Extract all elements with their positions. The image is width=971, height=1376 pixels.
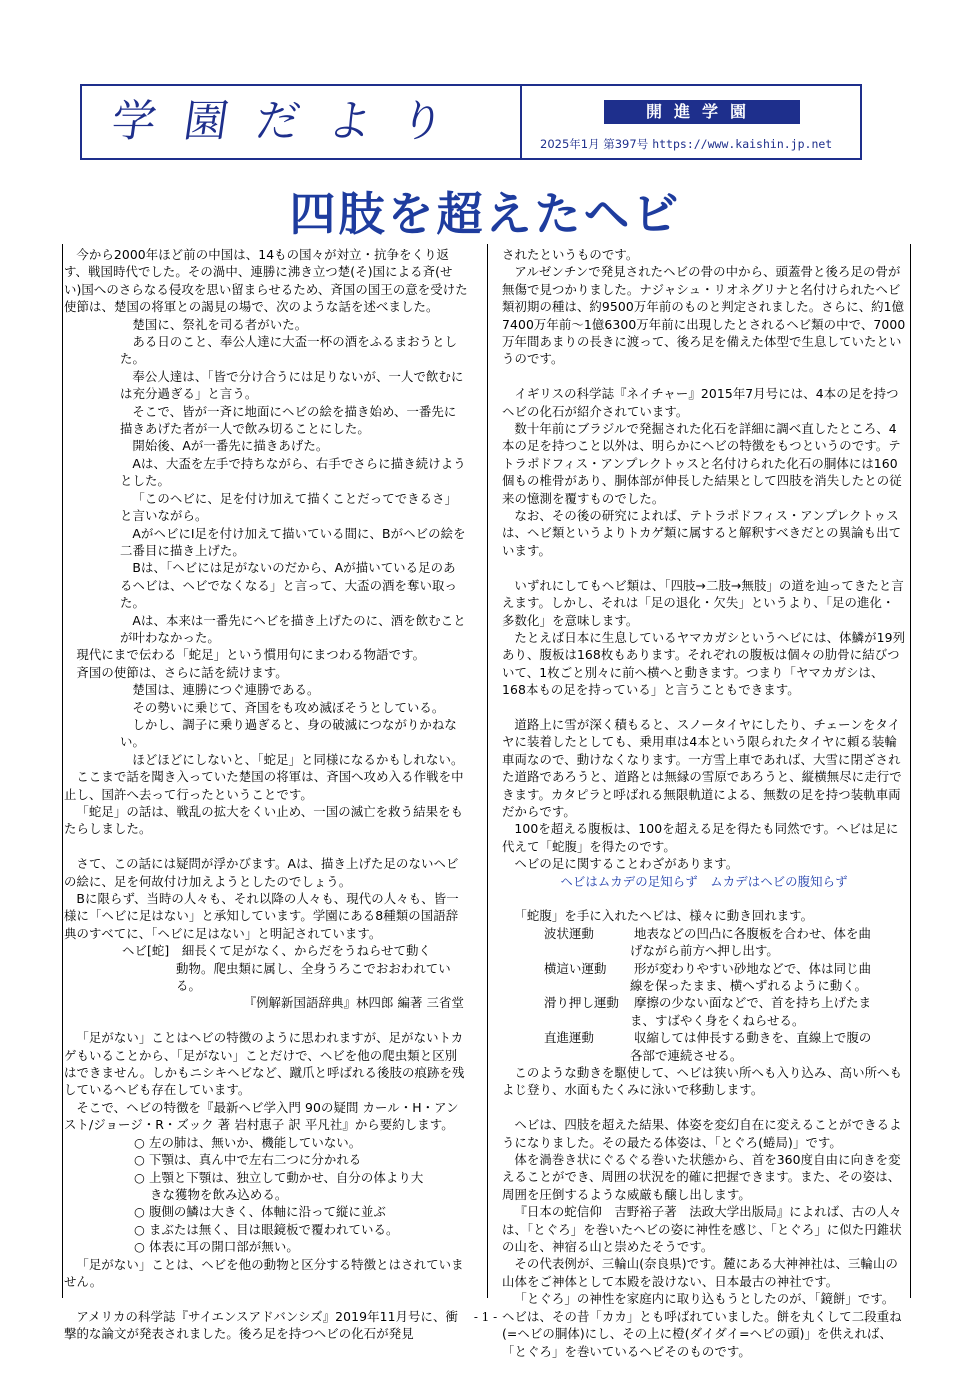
movement-desc: 形が変わりやすい砂地などで、体は同じ曲	[634, 960, 872, 976]
issue-line	[540, 136, 832, 152]
paragraph: 斉国の使節は、さらに話を続けます。	[76, 664, 288, 680]
page-number: - 1 -	[473, 1310, 498, 1324]
story-line: Aは、本来は一番先にヘビを描き上げたのに、酒を飲むことが叶わなかった。	[120, 612, 466, 645]
column-rule	[910, 244, 911, 1298]
paragraph: 「足がない」ことは、ヘビを他の動物と区分する特徴とはされていません。	[64, 1256, 464, 1289]
movement-item	[502, 1029, 906, 1046]
story-line: そこで、皆が一斉に地面にヘビの絵を描き始め、一番先に描きあげた者が一人で飲み切ることにした。	[120, 403, 457, 437]
paragraph: そこで、ヘビの特徴を『最新ヘビ学入門 90の疑問 カール・H・アンスト/ジョージ・R・ズック 著 岩村恵子 訳 平凡社』から要約します。	[64, 1099, 459, 1133]
movement-desc: 収縮しては伸長する動きを、直線上で腹の	[634, 1030, 872, 1046]
newsletter-title: 学園だより	[108, 96, 476, 147]
paragraph: イギリスの科学誌『ネイチャー』2015年7月号には、4本の足を持つヘビの化石が紹介されています。	[502, 386, 899, 419]
paragraph: このような動きを駆使して、ヘビは狭い所へも入り込み、高い所へもよじ登り、水面もたくみに泳いで移動します。	[502, 1065, 903, 1098]
movement-desc: 摩擦の少ない面などで、首を持ち上げたま	[634, 995, 872, 1011]
paragraph: ヘビは、四肢を超えた結果、体姿を変幻自在に変えることができるようになりました。その最たる体姿は、「とぐろ(蜷局)」です。	[502, 1117, 902, 1150]
story-line: 「このヘビに、足を付け加えて描くことだってできるさ」と言いながら。	[120, 490, 458, 524]
masthead	[80, 84, 862, 160]
column-rule	[62, 244, 63, 1298]
movement-desc-cont: げながら前方へ押し出す。	[630, 943, 779, 959]
dictionary-entry: ヘビ[蛇] 細長くて足がなく、からだをうねらせて動く	[122, 943, 432, 959]
story-line: 楚国に、祭礼を司る者がいた。	[132, 316, 308, 332]
paragraph: さて、この話には疑問が浮かびます。Aは、描き上げた足のないヘビの絵に、足を何故付け加えようとしたのでしょう。	[64, 856, 459, 889]
movement-desc-cont: 線を保ったまま、横へずれるように動く。	[630, 978, 868, 993]
feature-item: ○ まぶたは無く、目は眼鏡板で覆われている。	[134, 1221, 399, 1237]
paragraph: なお、その後の研究によれば、テトラポドフィス・アンプレクトゥスは、ヘビ類というよりトカゲ類に属すると解釈すべきだとの異論も出ています。	[502, 508, 902, 558]
article-column-left	[64, 246, 468, 1343]
movement-desc: 地表などの凹凸に各腹板を合わせ、体を曲	[634, 925, 871, 941]
paragraph: ヘビの足に関することわざがあります。	[514, 856, 739, 872]
story-line: Aは、大盃を左手で持ちながら、右手でさらに描き続けようとした。	[120, 455, 466, 489]
story-line: 楚国は、連勝につぐ連勝である。	[132, 682, 320, 698]
school-name: 開進学園	[604, 100, 800, 124]
paragraph: 「蛇腹」を手に入れたヘビは、様々に動き回れます。	[514, 908, 814, 924]
feature-item-cont: きな獲物を飲み込める。	[150, 1186, 288, 1202]
dictionary-entry-cont: 動物。爬虫類に属し、全身うろこでおおわれている。	[176, 960, 451, 994]
movement-name: 直進運動	[544, 1030, 594, 1046]
feature-item: ○ 上顎と下顎は、独立して動かせ、自分の体より大	[134, 1169, 424, 1185]
paragraph: たとえば日本に生息しているヤマカガシというヘビには、体鱗が19列あり、腹板は168枚もあります。それぞれの腹板は個々の肋骨に結びついて、1枚ごと別々に前へ横へと動きます。つまり「ヤマカガシは、168本もの足を持っている」と言うこともできます。	[502, 629, 906, 698]
paragraph: 『日本の蛇信仰 吉野裕子著 法政大学出版局』によれば、古の人々は、「とぐろ」を巻いたヘビの姿に神性を感じ、「とぐろ」に似た円錐状の山を、神宿る山と崇めたそうです。	[502, 1204, 902, 1255]
paragraph: 現代にまで伝わる「蛇足」という慣用句にまつわる物語です。	[76, 647, 426, 663]
citation: 『例解新国語辞典』林四郎 編著 三省堂	[243, 995, 464, 1011]
feature-item: ○ 腹側の鱗は大きく、体軸に沿って縦に並ぶ	[134, 1204, 387, 1220]
story-line: AがヘビにI足を付け加えて描いている間に、Bがヘビの絵を二番目に描き上げた。	[120, 525, 466, 558]
masthead-divider	[520, 86, 522, 158]
story-line: Bは、「ヘビには足がないのだから、Aが描いている足のあるヘビは、ヘビでなくなる」と言って、大盃の酒を奪い取った。	[120, 560, 457, 611]
movement-name: 波状運動	[544, 925, 594, 941]
paragraph: されたというものです。	[502, 247, 639, 262]
paragraph: その代表例が、三輪山(奈良県)です。麓にある大神神社は、三輪山の山体をご神体として本殿を設けない、日本最古の神社です。	[502, 1256, 898, 1289]
paragraph: Bに限らず、当時の人々も、それ以降の人々も、現代の人々も、皆一様に「ヘビに足はない」と承知しています。学園にある8種類の国語辞典のすべてに、「ヘビに足はない」と明記されています。	[64, 891, 459, 941]
paragraph: 道路上に雪が深く積もると、スノータイヤにしたり、チェーンをタイヤに装着したとしても、乗用車は4本という限られたタイヤに頼る装輪車両なので、動けなくなります。一方雪上車であれば、大雪に閉ざされた道路であろうと、道路とは無縁の雪原であろうと、縦横無尽に走行できます。カタピラと呼ばれる無限軌道による、無数の足を持つ装軌車両だからです。	[502, 716, 902, 819]
movement-item	[502, 994, 906, 1011]
feature-item: ○ 体表に耳の開口部が無い。	[134, 1239, 299, 1255]
story-line: ある日のこと、奉公人達に大盃一杯の酒をふるまおうとした。	[120, 334, 458, 367]
article-headline: 四肢を超えたヘビ	[289, 187, 682, 241]
paragraph: ここまで話を聞き入っていた楚国の将軍は、斉国へ攻め入る作戦を中止し、国許へ去って行ったということです。	[64, 769, 464, 802]
paragraph: 今から2000年ほど前の中国は、14もの国々が対立・抗争をくり返す、戦国時代でした。その渦中、連勝に沸き立つ楚(そ)国による斉(せい)国へのさらなる侵攻を思い留まらせるため、斉国の国王の意を受けた使節は、楚国の将軍との謁見の場で、次のような話を述べました。	[64, 247, 468, 315]
paragraph: 体を渦巻き状にぐるぐる巻いた状態から、首を360度自由に向きを変えることができ、周囲の状況を的確に把握できます。また、その姿は、周囲を圧倒するような威厳も醸し出します。	[502, 1152, 901, 1202]
paragraph: 100を超える腹板は、100を超える足を得たも同然です。ヘビは足に代えて「蛇腹」を得たのです。	[502, 821, 899, 854]
paragraph: 「とぐろ」の神性を家庭内に取り込もうとしたのが、「鏡餅」です。ヘビは、その昔「カカ」とも呼ばれていました。餅を丸くして二段重ね(=ヘビの胴体)にし、その上に橙(ダイダイ=ヘビの頭)」を供えれば、「とぐろ」を巻いているヘビそのものです。	[502, 1291, 902, 1359]
paragraph: 数十年前にブラジルで発掘された化石を詳細に調べ直したところ、4本の足を持つこと以外は、明らかにヘビの特徴をもつというのです。テトラポドフィス・アンプレクトゥスと名付けられた化石の胴体には160個もの椎骨があり、胴体部が伸長した結果として四肢を消失したとの従来の憶測を覆すものでした。	[502, 421, 902, 506]
movement-item	[502, 925, 906, 942]
movement-item	[502, 960, 906, 977]
column-rule	[487, 244, 488, 1298]
paragraph: いずれにしてもヘビ類は、「四肢→二肢→無肢」の道を辿ってきたと言えます。しかし、それは「足の退化・欠失」というより、「足の進化・多数化」を意味します。	[502, 577, 904, 628]
movement-name: 横這い運動	[544, 960, 607, 976]
website-link[interactable]: https://www.kaishin.jp.net	[652, 137, 833, 151]
proverb: ヘビはムカデの足知らず ムカデはヘビの腹知らず	[560, 873, 848, 889]
movement-desc-cont: 各部で連続させる。	[630, 1047, 743, 1063]
movement-desc-cont: ま、すばやく身をくねらせる。	[630, 1012, 805, 1028]
paragraph: 「蛇足」の話は、戦乱の拡大をくい止め、一国の滅亡を救う結果をもたらしました。	[64, 804, 464, 837]
paragraph: アメリカの科学誌『サイエンスアドバンシズ』2019年11月号に、衝撃的な論文が発表されました。後ろ足を持つヘビの化石が発見	[64, 1308, 459, 1342]
story-line: 開始後、Aが一番先に描きあげた。	[132, 438, 329, 454]
paragraph: アルゼンチンで発見されたヘビの骨の中から、頭蓋骨と後ろ足の骨が無傷で見つかりました。ナジャシュ・リオネグリナと名付けられたヘビ類初期の種は、約9500万年前のものと判定されました。さらに、約1億7400万年前～1億6300万年前に出現したとされるヘビ類の中で、7000万年間あまりの長きに渡って、後ろ足を備えた体型で生息していたというのです。	[502, 264, 906, 367]
article-column-right	[502, 246, 906, 1360]
paragraph: 「足がない」ことはヘビの特徴のように思われますが、足がないトカゲもいることから、「足がない」ことだけで、ヘビを他の爬虫類と区別はできません。しかもニシキヘビなど、蹴爪と呼ばれる後肢の痕跡を残しているヘビも存在しています。	[64, 1030, 465, 1098]
feature-item: ○ 下顎は、真ん中で左右二つに分かれる	[134, 1152, 362, 1168]
story-line: 奉公人達は、「皆で分け合うには足りないが、一人で飲むには充分過ぎる」と言う。	[120, 368, 464, 402]
issue-number: 2025年1月 第397号	[540, 137, 649, 151]
story-line: ほどほどにしないと、「蛇足」と同様になるかもしれない。	[132, 751, 464, 767]
story-line: その勢いに乗じて、斉国をも攻め滅ぼそうとしている。	[132, 699, 445, 715]
story-line: しかし、調子に乗り過ぎると、身の破滅につながりかねない。	[120, 716, 457, 750]
feature-item: ○ 左の肺は、無いか、機能していない。	[134, 1134, 362, 1150]
movement-name: 滑り押し運動	[544, 995, 619, 1011]
